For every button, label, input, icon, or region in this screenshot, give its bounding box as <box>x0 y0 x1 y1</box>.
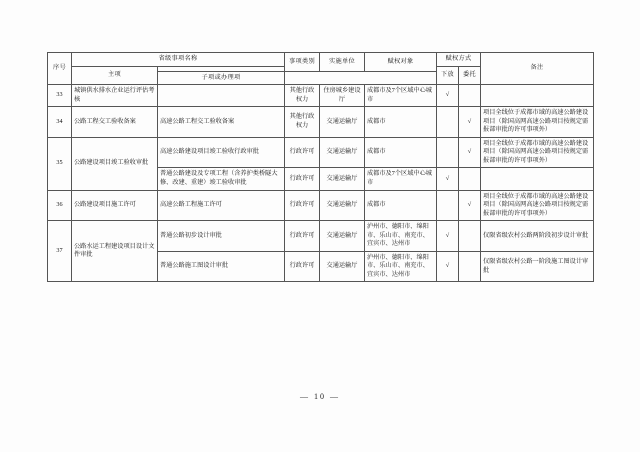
cell-delegate-down-mark <box>437 137 459 168</box>
table-row <box>48 221 594 252</box>
header-unit-spacer <box>320 71 365 85</box>
cell-index: 34 <box>48 107 72 138</box>
cell-main-item: 公路建设项目施工许可 <box>72 190 158 221</box>
cell-implementing-unit: 交通运输厅 <box>320 251 365 282</box>
header-object-spacer <box>365 71 437 85</box>
header-entrust: 委托 <box>459 66 481 85</box>
cell-empowerment-object: 成都市 <box>365 107 437 138</box>
cell-main-item: 公路水运工程建设项目设计文件审批 <box>72 221 158 282</box>
cell-sub-item: 普通公路建设及专项工程（含养护类桥隧大修、改建、重建）竣工验收审批 <box>158 168 285 190</box>
cell-sub-item: 高速公路建设项目竣工验收行政审批 <box>158 137 285 168</box>
cell-entrust-mark <box>459 85 481 107</box>
header-implementing-unit: 实施单位 <box>320 53 365 72</box>
table-row <box>48 85 594 107</box>
empowerment-items-table <box>47 52 594 282</box>
cell-sub-item: 高速公路工程交工验收备案 <box>158 107 285 138</box>
cell-sub-item: 高速公路工程施工许可 <box>158 190 285 221</box>
cell-main-item: 公路工程交工验收备案 <box>72 107 158 138</box>
cell-empowerment-object: 成都市 <box>365 137 437 168</box>
cell-remarks: 仅限省级农村公路一阶段施工图设计审批 <box>481 251 594 282</box>
cell-remarks: 项目全线位于成都市域的高速公路建设项目（除国高网高速公路项目按规定需报部审批的许可事项外） <box>481 190 594 221</box>
cell-implementing-unit: 交通运输厅 <box>320 168 365 190</box>
cell-index: 33 <box>48 85 72 107</box>
cell-item-category: 行政许可 <box>285 168 320 190</box>
page-number: — 10 — <box>300 392 340 401</box>
cell-item-category: 其他行政权力 <box>285 107 320 138</box>
header-index: 序号 <box>48 53 72 85</box>
cell-empowerment-object: 成都市 <box>365 190 437 221</box>
cell-implementing-unit: 交通运输厅 <box>320 221 365 252</box>
cell-index: 36 <box>48 190 72 221</box>
cell-empowerment-object: 成都市及7个区域中心城市 <box>365 85 437 107</box>
cell-sub-item: 普通公路初步设计审批 <box>158 221 285 252</box>
cell-delegate-down-mark: √ <box>437 251 459 282</box>
table-row <box>48 137 594 168</box>
cell-entrust-mark: √ <box>459 107 481 138</box>
cell-entrust-mark: √ <box>459 137 481 168</box>
cell-item-category: 行政许可 <box>285 190 320 221</box>
cell-entrust-mark <box>459 251 481 282</box>
header-main-item: 主项 <box>72 66 158 85</box>
cell-entrust-mark <box>459 168 481 190</box>
cell-index: 37 <box>48 221 72 282</box>
cell-implementing-unit: 住房城乡建设厅 <box>320 85 365 107</box>
cell-delegate-down-mark: √ <box>437 221 459 252</box>
cell-item-category: 行政许可 <box>285 137 320 168</box>
cell-main-item: 城镇供水排水企业运行评估考核 <box>72 85 158 107</box>
cell-sub-item: 普通公路施工图设计审批 <box>158 251 285 282</box>
empowerment-items-table-container <box>47 52 593 282</box>
cell-entrust-mark <box>459 221 481 252</box>
header-delegate-down: 下放 <box>437 66 459 85</box>
cell-empowerment-object: 成都市及7个区域中心城市 <box>365 168 437 190</box>
table-row <box>48 107 594 138</box>
cell-item-category: 行政许可 <box>285 251 320 282</box>
header-empowerment-method: 赋权方式 <box>437 53 481 67</box>
cell-empowerment-object: 泸州市、德阳市、绵阳市、乐山市、南充市、宜宾市、达州市 <box>365 251 437 282</box>
table-header <box>48 53 594 85</box>
cell-implementing-unit: 交通运输厅 <box>320 137 365 168</box>
cell-delegate-down-mark: √ <box>437 85 459 107</box>
cell-delegate-down-mark <box>437 190 459 221</box>
table-body <box>48 85 594 282</box>
table-row <box>48 190 594 221</box>
cell-delegate-down-mark: √ <box>437 168 459 190</box>
cell-sub-item <box>158 85 285 107</box>
cell-implementing-unit: 交通运输厅 <box>320 107 365 138</box>
cell-remarks <box>481 168 594 190</box>
table-header-row-1 <box>48 53 594 67</box>
cell-index: 35 <box>48 137 72 190</box>
cell-delegate-down-mark <box>437 107 459 138</box>
header-provincial-item-name: 省级事项名称 <box>72 53 285 67</box>
header-empowerment-object: 赋权对象 <box>365 53 437 72</box>
cell-remarks: 仅限省级农村公路两阶段初步设计审批 <box>481 221 594 252</box>
header-remarks: 备注 <box>481 53 594 85</box>
cell-remarks: 项目全线位于成都市域的高速公路建设项目（除国高网高速公路项目按规定需报部审批的许可事项外） <box>481 107 594 138</box>
header-category-spacer <box>285 71 320 85</box>
cell-implementing-unit: 交通运输厅 <box>320 190 365 221</box>
cell-remarks: 项目全线位于成都市域的高速公路建设项目（除国高网高速公路项目按规定需报部审批的许可事项外） <box>481 137 594 168</box>
cell-empowerment-object: 泸州市、德阳市、绵阳市、乐山市、南充市、宜宾市、达州市 <box>365 221 437 252</box>
cell-main-item: 公路建设项目竣工验收审批 <box>72 137 158 190</box>
header-item-category: 事项类别 <box>285 53 320 72</box>
cell-entrust-mark: √ <box>459 190 481 221</box>
header-sub-item: 子项或办理项 <box>158 71 285 85</box>
cell-item-category: 其他行政权力 <box>285 85 320 107</box>
cell-item-category: 行政许可 <box>285 221 320 252</box>
cell-remarks <box>481 85 594 107</box>
